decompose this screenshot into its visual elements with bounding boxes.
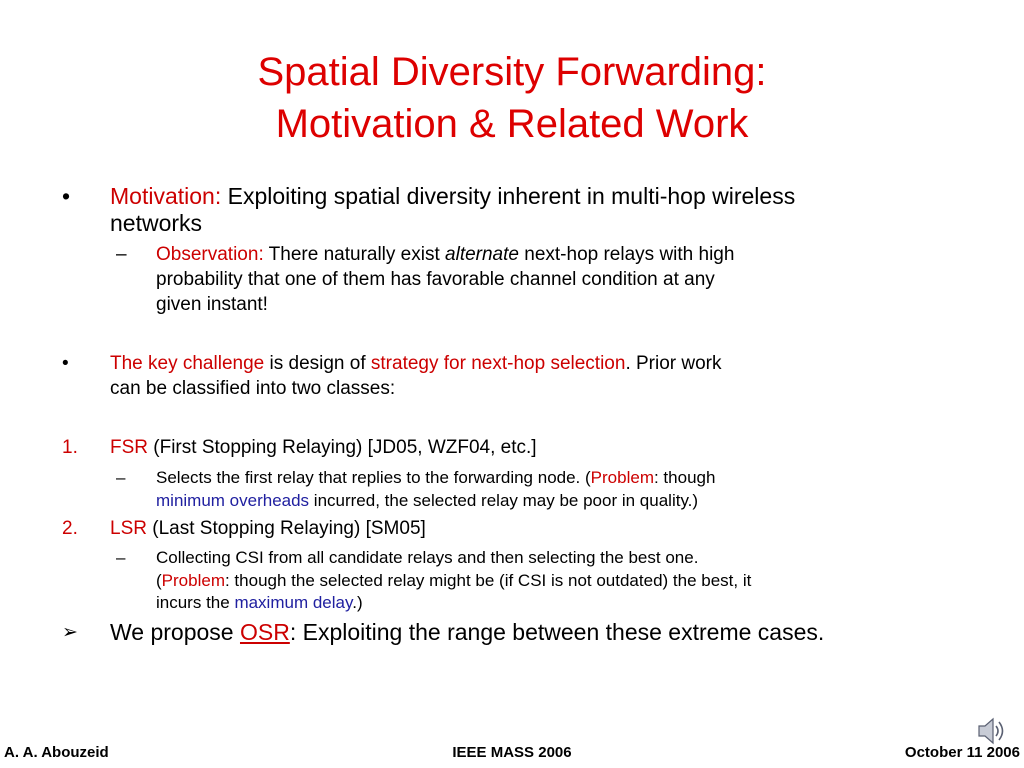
slide-title	[0, 46, 1024, 150]
lsr-detail-line-2	[156, 569, 751, 592]
motivation-label: Motivation:	[110, 183, 222, 209]
motivation-text: Exploiting spatial diversity inherent in multi-hop wireless	[227, 183, 796, 209]
fsr-detail-line-2	[156, 489, 698, 512]
observation-line-1	[156, 242, 734, 267]
fsr-detail-line-1	[156, 466, 715, 489]
lsr-detail-line3-post: .)	[352, 593, 363, 612]
sub-marker: –	[116, 548, 126, 567]
fsr-min-overheads: minimum overheads	[156, 491, 310, 510]
lsr-detail-line-3	[156, 591, 363, 614]
arrow-bullet-icon: ➢	[62, 622, 78, 643]
conclusion-pre: We propose	[110, 619, 234, 645]
lsr-detail-line2-post: : though the selected relay might be (if CSI is not outdated) the best, it	[224, 571, 752, 590]
fsr-text: (First Stopping Relaying) [JD05, WZF04, etc.]	[153, 437, 537, 458]
item-number-1: 1.	[62, 437, 78, 458]
lsr-line	[110, 516, 426, 541]
fsr-detail-pre: Selects the first relay that replies to the forwarding node. (	[156, 468, 591, 487]
lsr-max-delay: maximum delay	[234, 593, 353, 612]
osr-link[interactable]: OSR	[239, 619, 290, 645]
fsr-line	[110, 435, 537, 460]
observation-text-pre: There naturally exist	[268, 244, 440, 265]
lsr-detail-line3-pre: incurs the	[156, 593, 230, 612]
motivation-line-2: networks	[110, 210, 203, 236]
conclusion-post: : Exploiting the range between these extreme cases.	[289, 619, 825, 645]
motivation-line-1	[110, 183, 795, 210]
item-number-2: 2.	[62, 518, 78, 539]
sub-marker: –	[116, 244, 127, 265]
lsr-label: LSR	[110, 518, 147, 539]
bullet-marker: •	[62, 183, 71, 209]
challenge-line-1	[110, 351, 722, 376]
fsr-label: FSR	[110, 437, 148, 458]
conclusion-line	[110, 619, 824, 646]
title-line-1: Spatial Diversity Forwarding:	[257, 50, 767, 94]
lsr-problem: Problem	[161, 571, 225, 590]
fsr-detail-line2-post: incurred, the selected relay may be poor in quality.)	[313, 491, 699, 510]
sub-marker: –	[116, 468, 126, 487]
lsr-text: (Last Stopping Relaying) [SM05]	[152, 518, 426, 539]
footer-date: October 11 2006	[904, 744, 1020, 761]
challenge-text-end: . Prior work	[625, 353, 722, 374]
bullet-marker: •	[62, 353, 69, 374]
footer-conference: IEEE MASS 2006	[452, 744, 572, 761]
observation-label: Observation:	[156, 244, 264, 265]
challenge-highlight: strategy for next-hop selection	[370, 353, 626, 374]
observation-text-post: next-hop relays with high	[524, 244, 735, 265]
lsr-detail-line-1: Collecting CSI from all candidate relays and then selecting the best one.	[156, 548, 699, 567]
fsr-problem: Problem	[590, 468, 654, 487]
lsr-detail-line2-pre: (	[156, 571, 162, 590]
observation-line-3: given instant!	[156, 294, 268, 315]
observation-line-2: probability that one of them has favorable channel condition at any	[156, 269, 715, 290]
challenge-line-2: can be classified into two classes:	[110, 378, 396, 399]
title-line-2: Motivation & Related Work	[275, 102, 749, 146]
fsr-detail-post: : though	[653, 468, 716, 487]
challenge-label: The key challenge	[110, 353, 265, 374]
observation-italic: alternate	[445, 244, 519, 265]
footer-author: A. A. Abouzeid	[4, 744, 109, 761]
challenge-text-mid: is design of	[269, 353, 366, 374]
